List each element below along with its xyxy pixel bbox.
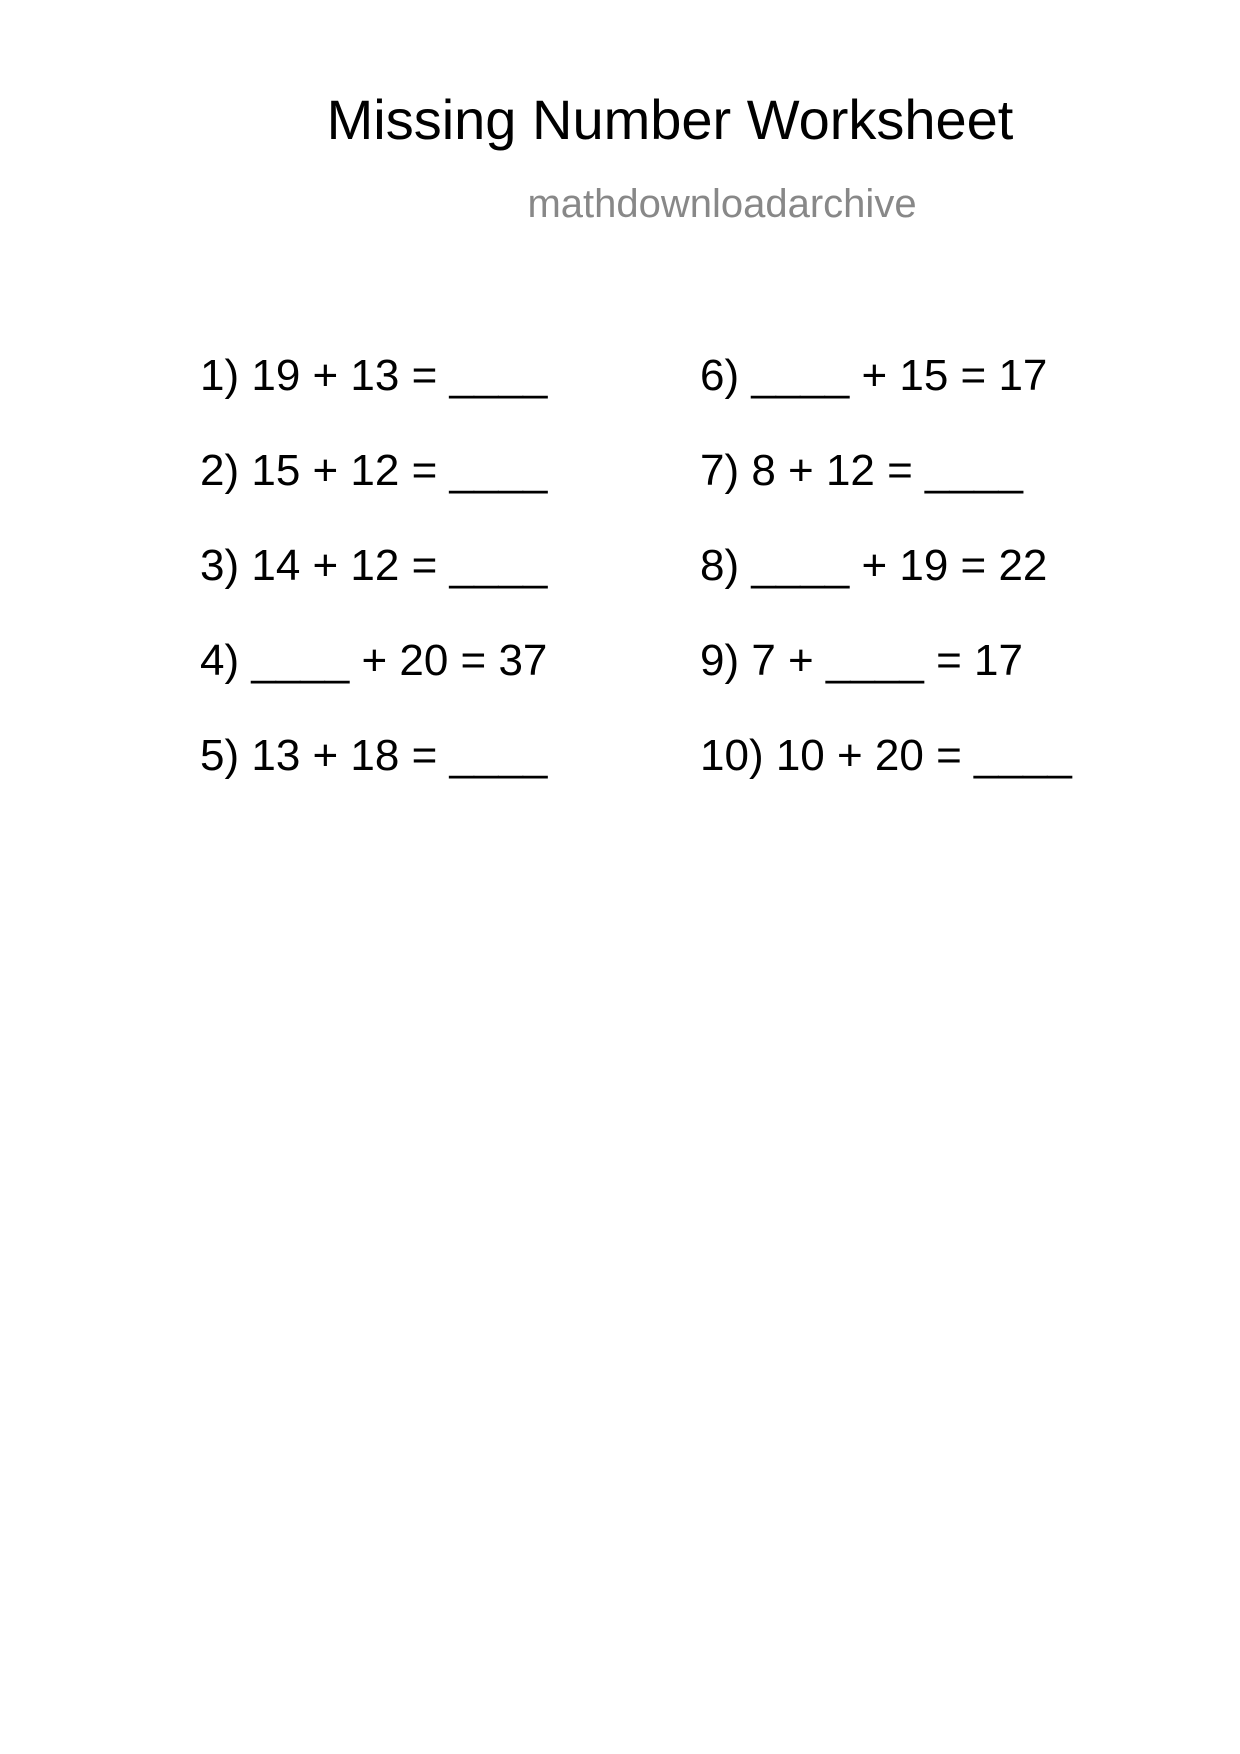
problem-5: 5) 13 + 18 = ____ xyxy=(200,731,548,780)
problem-10: 10) 10 + 20 = ____ xyxy=(700,731,1072,780)
problem-9: 9) 7 + ____ = 17 xyxy=(700,636,1023,685)
problem-7: 7) 8 + 12 = ____ xyxy=(700,446,1023,495)
problem-1: 1) 19 + 13 = ____ xyxy=(200,351,548,400)
problem-3: 3) 14 + 12 = ____ xyxy=(200,541,548,590)
problem-6: 6) ____ + 15 = 17 xyxy=(700,351,1048,400)
worksheet-title: Missing Number Worksheet xyxy=(326,88,1014,151)
worksheet-subtitle: mathdownloadarchive xyxy=(527,182,917,226)
problem-2: 2) 15 + 12 = ____ xyxy=(200,446,548,495)
problem-4: 4) ____ + 20 = 37 xyxy=(200,636,548,685)
problem-8: 8) ____ + 19 = 22 xyxy=(700,541,1048,590)
